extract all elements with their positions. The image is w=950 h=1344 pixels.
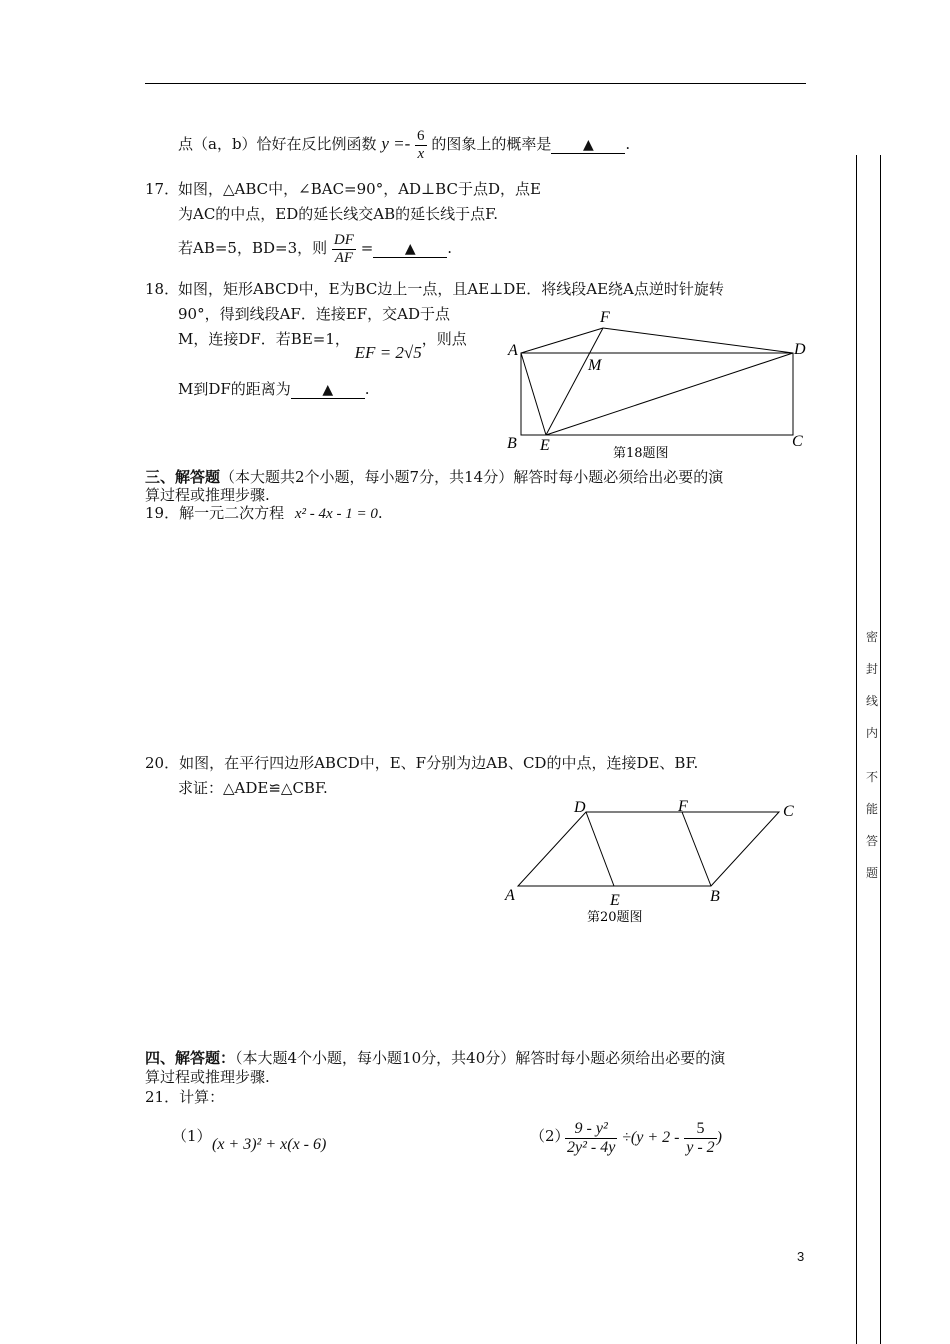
fig18-lines (521, 328, 793, 435)
q16-func-den: x (417, 145, 425, 162)
section4-line1 (145, 1047, 725, 1068)
q16-line (178, 128, 630, 162)
q18-line3-lead: M，连接DF．若BE=1， (178, 330, 350, 348)
q21-part2-inner-den: y - 2 (686, 1138, 715, 1156)
figure-18 (500, 305, 820, 465)
q19-equation: x² - 4x - 1 = 0 (294, 506, 378, 522)
seal-char: 能 (866, 802, 879, 816)
q16-tail: 的图象上的概率是 (431, 135, 552, 153)
fig18-segment-fd (603, 328, 793, 353)
fig20-label-a: A (505, 887, 515, 904)
q16-func-fraction (415, 128, 427, 162)
fig20-parallelogram-abcd (518, 812, 779, 886)
section4-desc2: 算过程或推理步骤. (145, 1068, 270, 1086)
q17-frac-den: AF (334, 249, 354, 266)
q21-part2-mid: ÷(y + 2 - (622, 1129, 680, 1147)
q21-part2-inner-fraction (684, 1120, 716, 1156)
fig20-label-c: C (783, 803, 794, 820)
q18-number: 18． (145, 280, 180, 298)
seal-char: 答 (866, 834, 879, 848)
q20-line1 (145, 752, 698, 773)
fig20-lines (518, 812, 779, 886)
q17-line3 (178, 232, 452, 266)
q20-text1: 如图，在平行四边形ABCD中，E、F分别为边AB、CD的中点，连接DE、BF. (179, 754, 699, 772)
fig20-segment-de (586, 812, 614, 886)
seal-char: 不 (866, 770, 879, 784)
q17-fraction (332, 232, 356, 266)
q17-line3-lead: 若AB=5，BD=3，则 (178, 239, 328, 257)
q18-line3-tail: ，则点 (421, 330, 467, 348)
q19-text: 解一元二次方程 (179, 504, 285, 522)
q21-number: 21． (145, 1088, 180, 1106)
q21-text: 计算： (179, 1088, 225, 1106)
fig20-label-d: D (574, 799, 586, 816)
q18-end: . (364, 380, 370, 398)
section4-heading: 四、解答题： (145, 1049, 236, 1067)
seal-char: 密 (866, 630, 879, 644)
q20-line2: 求证：△ADE≌△CBF. (178, 779, 328, 797)
q17-line1: 如图，△ABC中，∠BAC=90°，AD⊥BC于点D，点E (178, 180, 541, 198)
q21-part2-den: 2y² - 4y (567, 1138, 616, 1156)
q19-end: . (377, 504, 383, 522)
q19-line (145, 502, 383, 523)
q18-line3 (178, 328, 467, 362)
q21-part2-num: 9 - y² (565, 1120, 617, 1139)
fig18-rectangle-abcd (521, 353, 793, 435)
q18-line4 (178, 378, 370, 399)
q21-line (145, 1086, 224, 1107)
q21-part2-label: （2） (530, 1127, 570, 1145)
q21-part1-expression: (x + 3)² + x(x - 6) (212, 1136, 327, 1153)
q17-frac-num: DF (333, 232, 354, 248)
fig18-caption: 第18题图 (613, 446, 669, 461)
q17-end: . (447, 239, 453, 257)
fig18-label-m: M (588, 357, 602, 374)
binding-line-right (880, 155, 881, 1344)
figure-20 (500, 795, 810, 930)
seal-char: 内 (866, 726, 879, 740)
q17-answer-blank[interactable]: ▲ (373, 241, 447, 258)
fig20-label-e: E (610, 892, 620, 909)
fig18-label-c: C (792, 433, 803, 450)
section4-desc1: （本大题4个小题，每小题10分，共40分）解答时每小题必须给出必要的演 (235, 1049, 726, 1067)
fig20-label-f: F (678, 798, 688, 815)
q21-part2-expression (565, 1120, 722, 1156)
q19-number: 19． (145, 504, 180, 522)
q21-part2-fraction (565, 1120, 617, 1156)
q17-line2: 为AC的中点，ED的延长线交AB的延长线于点F. (178, 205, 498, 223)
fig20-caption: 第20题图 (587, 910, 643, 925)
binding-line-left (856, 155, 857, 1344)
fig20-segment-bf (682, 812, 711, 886)
section3-desc2: 算过程或推理步骤. (145, 486, 270, 504)
header-rule (145, 83, 806, 84)
fig18-label-a: A (508, 342, 518, 359)
section3-desc1: （本大题共2个小题，每小题7分，共14分）解答时每小题必须给出必要的演 (220, 468, 724, 486)
fig18-label-d: D (794, 341, 806, 358)
q17-eq: = (360, 239, 374, 257)
fig18-segment-af (521, 328, 603, 353)
q21-part2-close: ) (716, 1129, 722, 1147)
page-number: 3 (797, 1249, 805, 1264)
fig18-label-f: F (600, 309, 610, 326)
fig18-segment-ae (521, 353, 546, 435)
q16-lead: 点（a，b）恰好在反比例函数 (178, 135, 377, 153)
q18-line1: 如图，矩形ABCD中，E为BC边上一点，且AE⊥DE．将线段AE绕A点逆时针旋转 (178, 280, 724, 298)
seal-char: 封 (866, 662, 879, 676)
q16-func-num: 6 (417, 128, 425, 144)
fig20-label-b: B (710, 888, 720, 905)
q17-number: 17． (145, 180, 180, 198)
q16-end: . (625, 135, 631, 153)
q21-part2-inner-num: 5 (684, 1120, 716, 1139)
seal-char: 题 (866, 866, 879, 880)
q18-line2: 90°，得到线段AF．连接EF，交AD于点 (178, 305, 451, 323)
q20-number: 20． (145, 754, 180, 772)
q18-ef-expression: EF = 2√5 (354, 343, 422, 362)
q18-line4-lead: M到DF的距离为 (178, 380, 291, 398)
q16-func-lhs: y =- (381, 134, 411, 153)
section3-heading: 三、解答题 (145, 468, 221, 486)
q16-answer-blank[interactable]: ▲ (551, 137, 625, 154)
fig18-label-e: E (540, 437, 550, 454)
seal-char: 线 (866, 694, 879, 708)
q21-part1-label: （1） (172, 1127, 212, 1145)
fig18-label-b: B (507, 435, 517, 452)
q18-answer-blank[interactable]: ▲ (291, 382, 365, 399)
